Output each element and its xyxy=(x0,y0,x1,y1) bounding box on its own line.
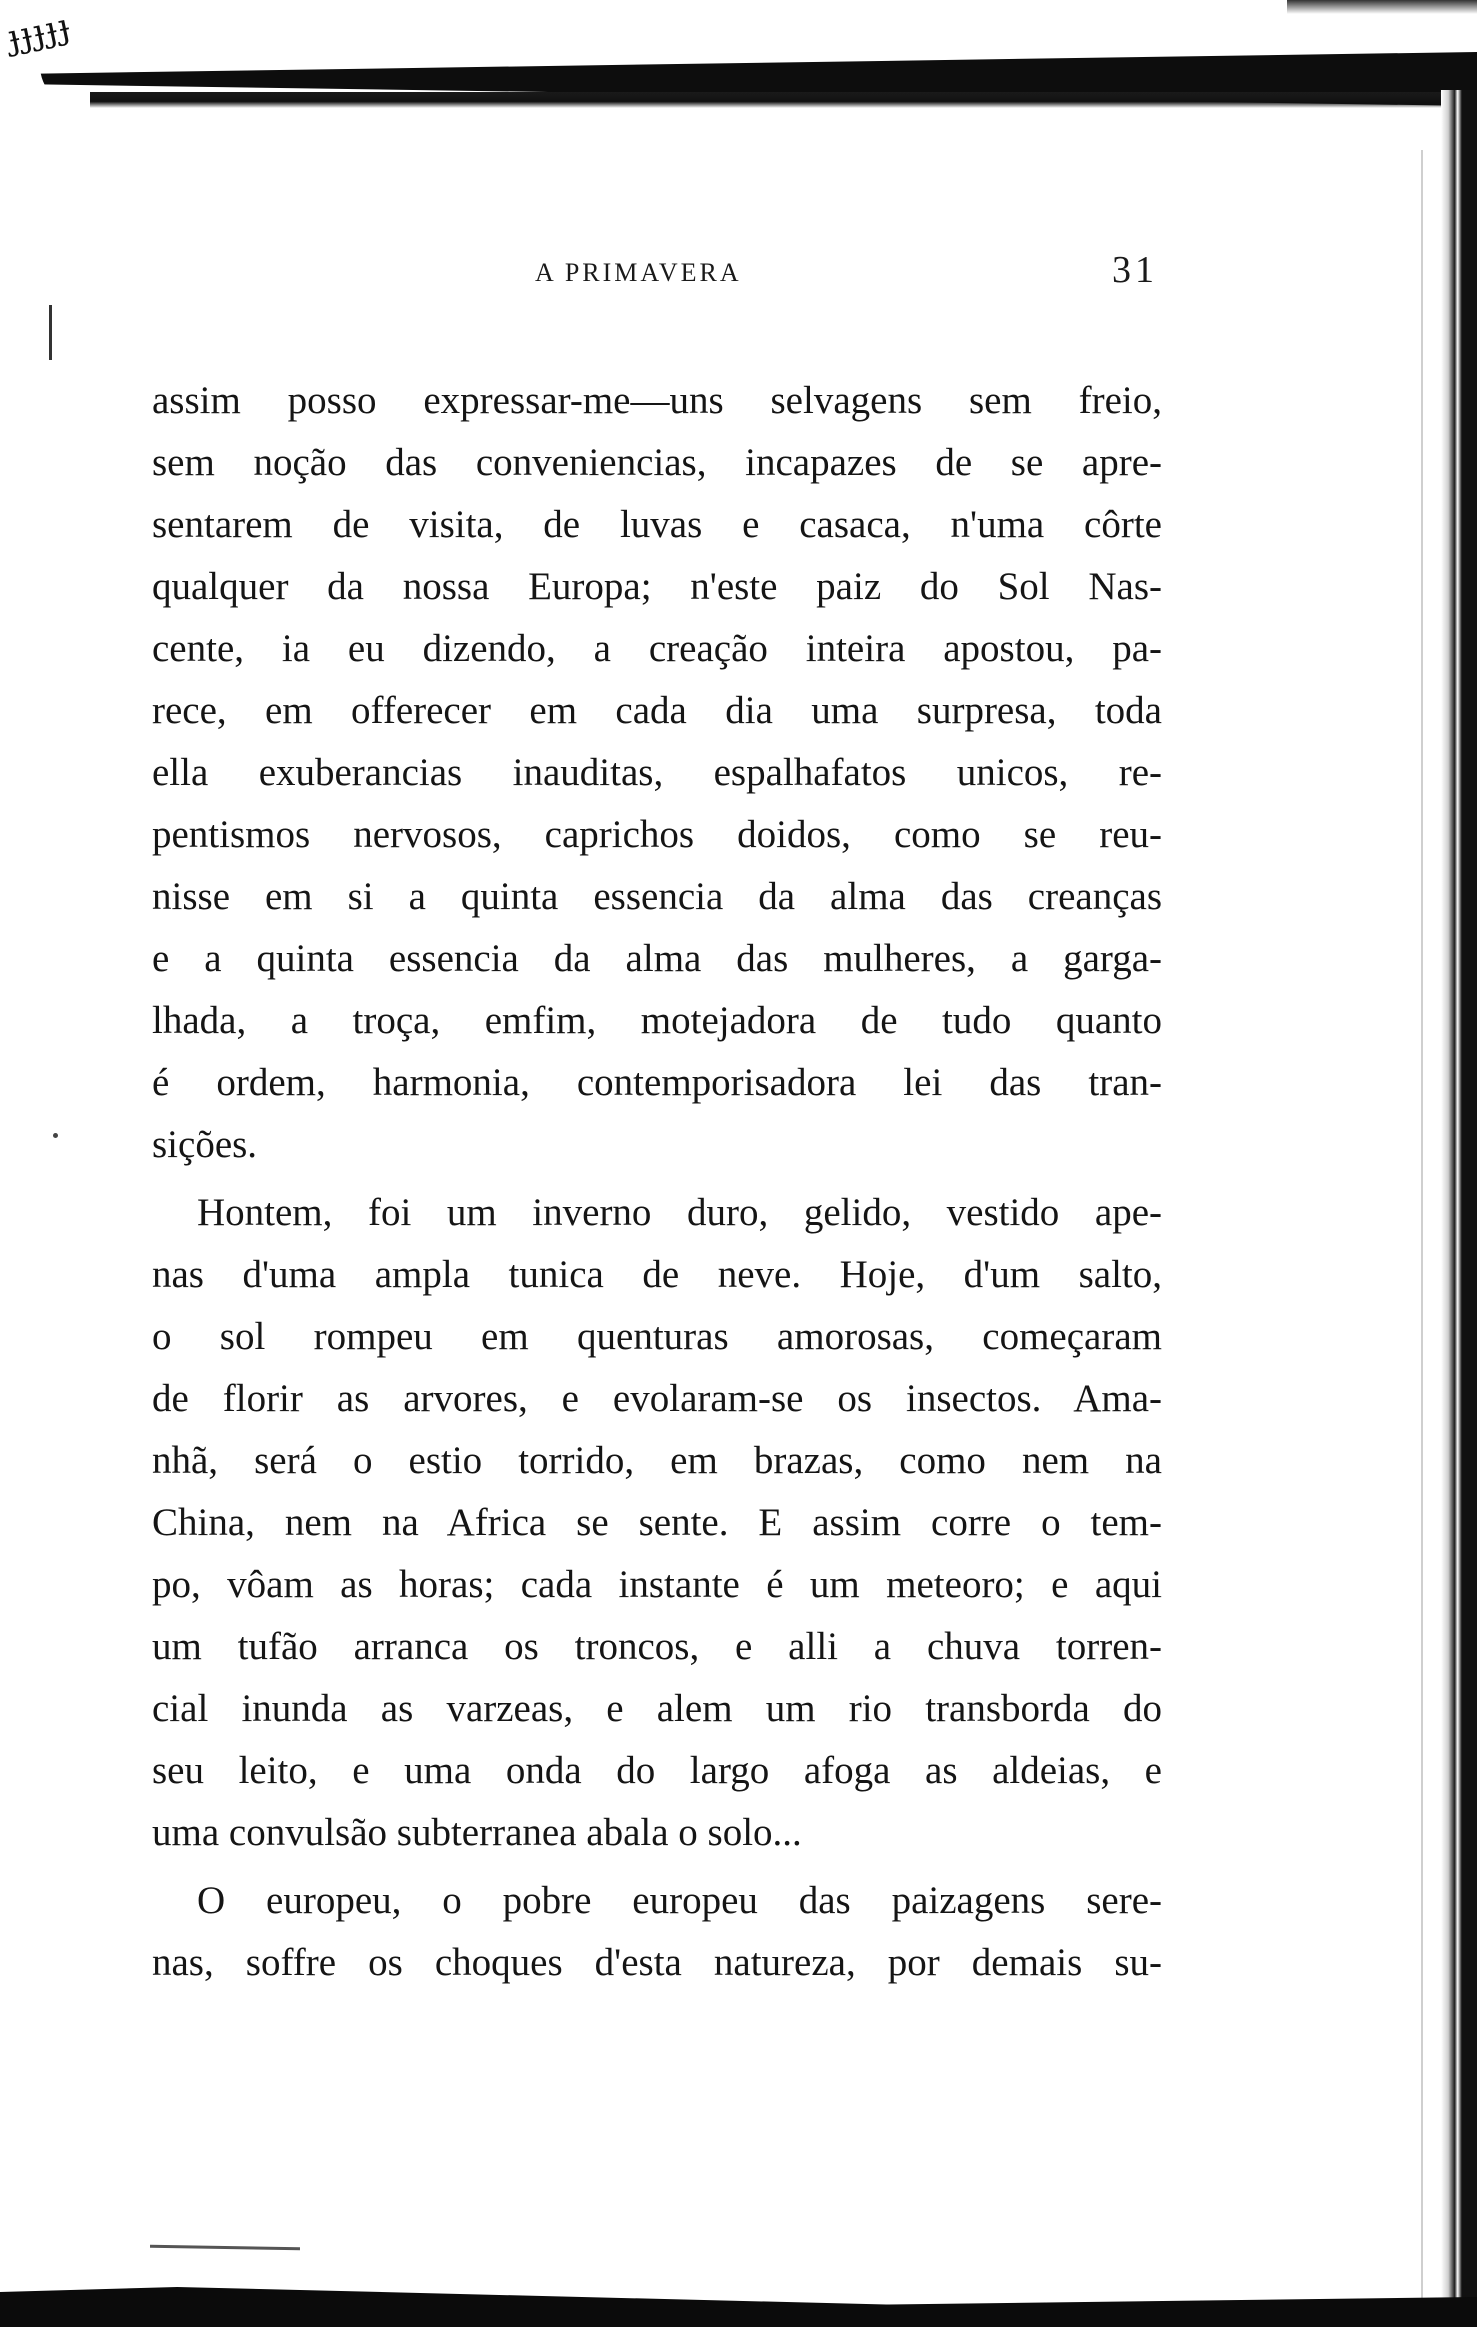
text-line: qualquer da nossa Europa; n'este paiz do Sol Nas- xyxy=(152,565,1162,608)
text-line: um tufão arranca os troncos, e alli a chuva torren- xyxy=(152,1625,1162,1668)
text-line: assim posso expressar-me—uns selvagens sem freio, xyxy=(152,379,1162,422)
text-line: po, vôam as horas; cada instante é um meteoro; e aqui xyxy=(152,1563,1162,1606)
text-line: lhada, a troça, emfim, motejadora de tudo quanto xyxy=(152,999,1162,1042)
text-line: nhã, será o estio torrido, em brazas, como nem na xyxy=(152,1439,1162,1482)
text-line: pentismos nervosos, caprichos doidos, como se reu- xyxy=(152,813,1162,856)
scan-left-tick-mark xyxy=(49,305,52,360)
text-line: O europeu, o pobre europeu das paizagens sere- xyxy=(197,1879,1162,1922)
running-title: A PRIMAVERA xyxy=(535,258,742,287)
text-line: China, nem na Africa se sente. E assim corre o tem- xyxy=(152,1501,1162,1544)
text-line: sições. xyxy=(152,1123,258,1166)
text-line: rece, em offerecer em cada dia uma surpresa, toda xyxy=(152,689,1162,732)
scan-top-edge xyxy=(90,92,1477,108)
text-line: nisse em si a quinta essencia da alma das creanças xyxy=(152,875,1162,918)
text-line: o sol rompeu em quenturas amorosas, começaram xyxy=(152,1315,1162,1358)
scan-corner-mark: ɟɟɟɟɟ xyxy=(4,5,76,59)
scan-right-guide-line xyxy=(1421,150,1423,2300)
text-line: cente, ia eu dizendo, a creação inteira apostou, pa- xyxy=(152,627,1162,670)
scan-right-edge xyxy=(1441,90,1477,2327)
page-number: 31 xyxy=(1112,249,1158,291)
text-line: é ordem, harmonia, contemporisadora lei das tran- xyxy=(152,1061,1162,1104)
scan-top-right-shadow xyxy=(1287,0,1477,14)
text-line: nas, soffre os choques d'esta natureza, por demais su- xyxy=(152,1941,1162,1984)
scan-bottom-shadow xyxy=(0,2277,1477,2327)
text-line: ella exuberancias inauditas, espalhafatos unicos, re- xyxy=(152,751,1162,794)
scan-left-dot xyxy=(53,1133,58,1138)
text-line: sem noção das conveniencias, incapazes de se apre- xyxy=(152,441,1162,484)
text-line: sentarem de visita, de luvas e casaca, n'uma côrte xyxy=(152,503,1162,546)
text-line: cial inunda as varzeas, e alem um rio transborda do xyxy=(152,1687,1162,1730)
text-line: e a quinta essencia da alma das mulheres, a garga- xyxy=(152,937,1162,980)
text-line: seu leito, e uma onda do largo afoga as aldeias, e xyxy=(152,1749,1162,1792)
text-line: de florir as arvores, e evolaram-se os insectos. Ama- xyxy=(152,1377,1162,1420)
text-line: uma convulsão subterranea abala o solo... xyxy=(152,1811,802,1854)
text-line: nas d'uma ampla tunica de neve. Hoje, d'um salto, xyxy=(152,1253,1162,1296)
scan-bottom-stroke xyxy=(150,2245,300,2251)
text-line: Hontem, foi um inverno duro, gelido, vestido ape- xyxy=(197,1191,1162,1234)
